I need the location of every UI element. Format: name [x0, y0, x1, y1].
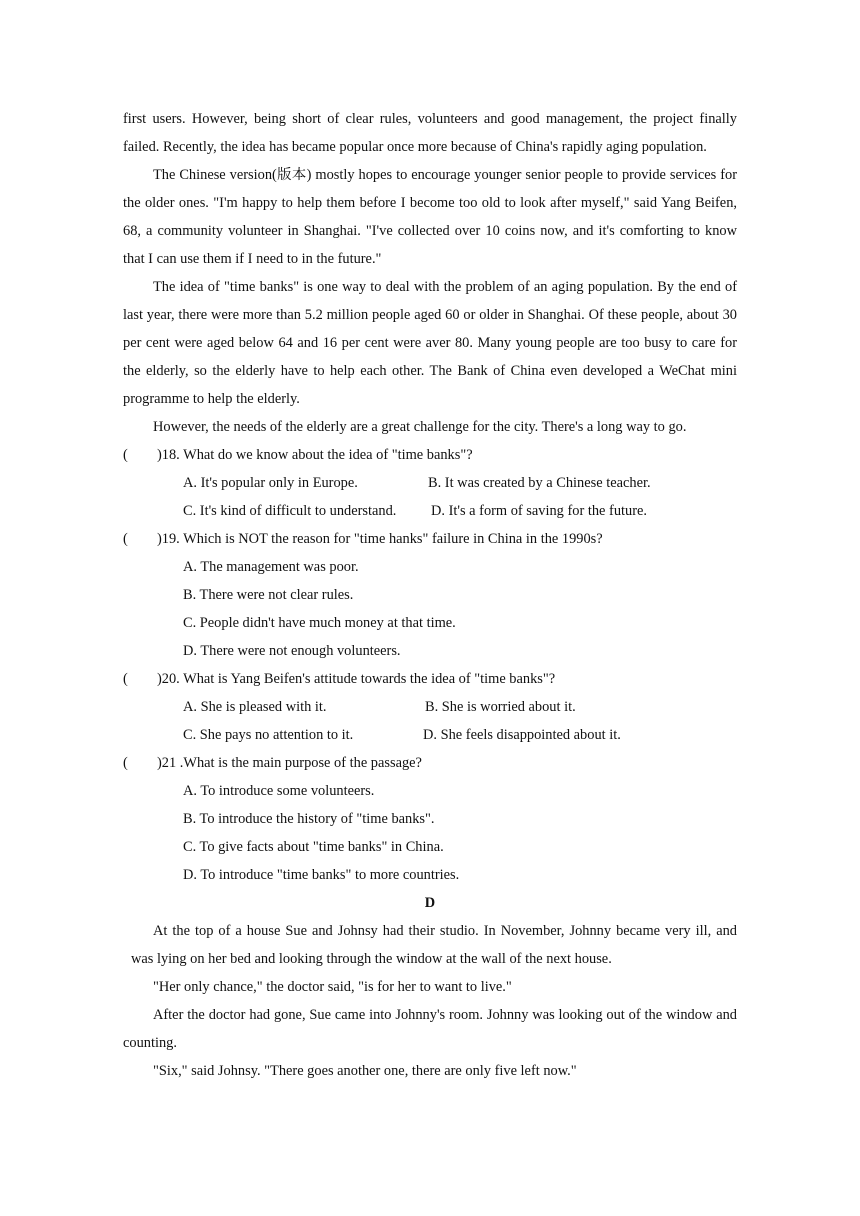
- passage-d-paragraph-1: At the top of a house Sue and Johnsy had their studio. In November, Johnny became very ill, and was lying on her bed and looking through the window at the wall of the next house.: [131, 923, 737, 967]
- passage-d-paragraph-4: "Six," said Johnsy. "There goes another one, there are only five left now.": [153, 1063, 577, 1079]
- question-21: [123, 749, 737, 777]
- option-a: A. She is pleased with it.: [183, 699, 327, 715]
- answer-blank[interactable]: (: [123, 755, 128, 771]
- option-a: A. To introduce some volunteers.: [183, 783, 375, 799]
- passage-c-paragraph-1: first users. However, being short of clear rules, volunteers and good management, the project finally failed. Recently, the idea has became popular once more because of China's rapidly aging population.: [123, 111, 737, 155]
- option-c: C. She pays no attention to it.: [183, 727, 354, 743]
- question-20: [123, 665, 737, 693]
- option-c: C. It's kind of difficult to understand.: [183, 503, 397, 519]
- question-20-options-ab: [123, 693, 737, 721]
- passage-d-paragraph-2: "Her only chance," the doctor said, "is for her to want to live.": [153, 979, 512, 995]
- question-18: [123, 441, 737, 469]
- option-b: B. It was created by a Chinese teacher.: [428, 475, 651, 491]
- question-18-options-cd: [123, 497, 737, 525]
- question-20-options-cd: [123, 721, 737, 749]
- question-21-text: )21 .What is the main purpose of the passage?: [157, 755, 422, 771]
- document-page: [123, 105, 737, 1085]
- option-b: B. To introduce the history of "time banks".: [183, 811, 435, 827]
- option-a: A. The management was poor.: [183, 559, 359, 575]
- passage-d-paragraph-3: After the doctor had gone, Sue came into Johnny's room. Johnny was looking out of the window and counting.: [123, 1007, 737, 1051]
- option-d: D. There were not enough volunteers.: [183, 643, 401, 659]
- option-c: C. To give facts about "time banks" in China.: [183, 839, 444, 855]
- question-20-text: )20. What is Yang Beifen's attitude towards the idea of "time banks"?: [157, 671, 556, 687]
- question-19-text: )19. Which is NOT the reason for "time hanks" failure in China in the 1990s?: [157, 531, 603, 547]
- passage-c-paragraph-4: However, the needs of the elderly are a great challenge for the city. There's a long way to go.: [153, 419, 687, 435]
- passage-c-paragraph-2: The Chinese version(版本) mostly hopes to encourage younger senior people to provide services for the older ones. "I'm happy to help them before I become too old to look after myself," said Yang Beifen, 68, a community volunteer in Shanghai. "I've collected over 10 coins now, and it's comforting to know that I can use them if I need to in the future.": [123, 167, 737, 267]
- answer-blank[interactable]: (: [123, 531, 128, 547]
- section-title-d: D: [424, 895, 436, 911]
- question-19: [123, 525, 737, 553]
- option-b: B. She is worried about it.: [425, 699, 576, 715]
- passage-c-paragraph-3: The idea of "time banks" is one way to deal with the problem of an aging population. By the end of last year, there were more than 5.2 million people aged 60 or older in Shanghai. Of these people, about 30 per cent were aged below 64 and 16 per cent were aver 80. Many young people are too busy to care for the elderly, so the elderly have to help each other. The Bank of China even developed a WeChat mini programme to help the elderly.: [123, 279, 737, 407]
- option-b: B. There were not clear rules.: [183, 587, 354, 603]
- option-d: D. It's a form of saving for the future.: [431, 503, 647, 519]
- option-d: D. To introduce "time banks" to more countries.: [183, 867, 460, 883]
- answer-blank[interactable]: (: [123, 671, 128, 687]
- option-c: C. People didn't have much money at that time.: [183, 615, 456, 631]
- answer-blank[interactable]: (: [123, 447, 128, 463]
- question-18-options-ab: [123, 469, 737, 497]
- question-18-text: )18. What do we know about the idea of "time banks"?: [157, 447, 473, 463]
- option-a: A. It's popular only in Europe.: [183, 475, 358, 491]
- option-d: D. She feels disappointed about it.: [423, 727, 621, 743]
